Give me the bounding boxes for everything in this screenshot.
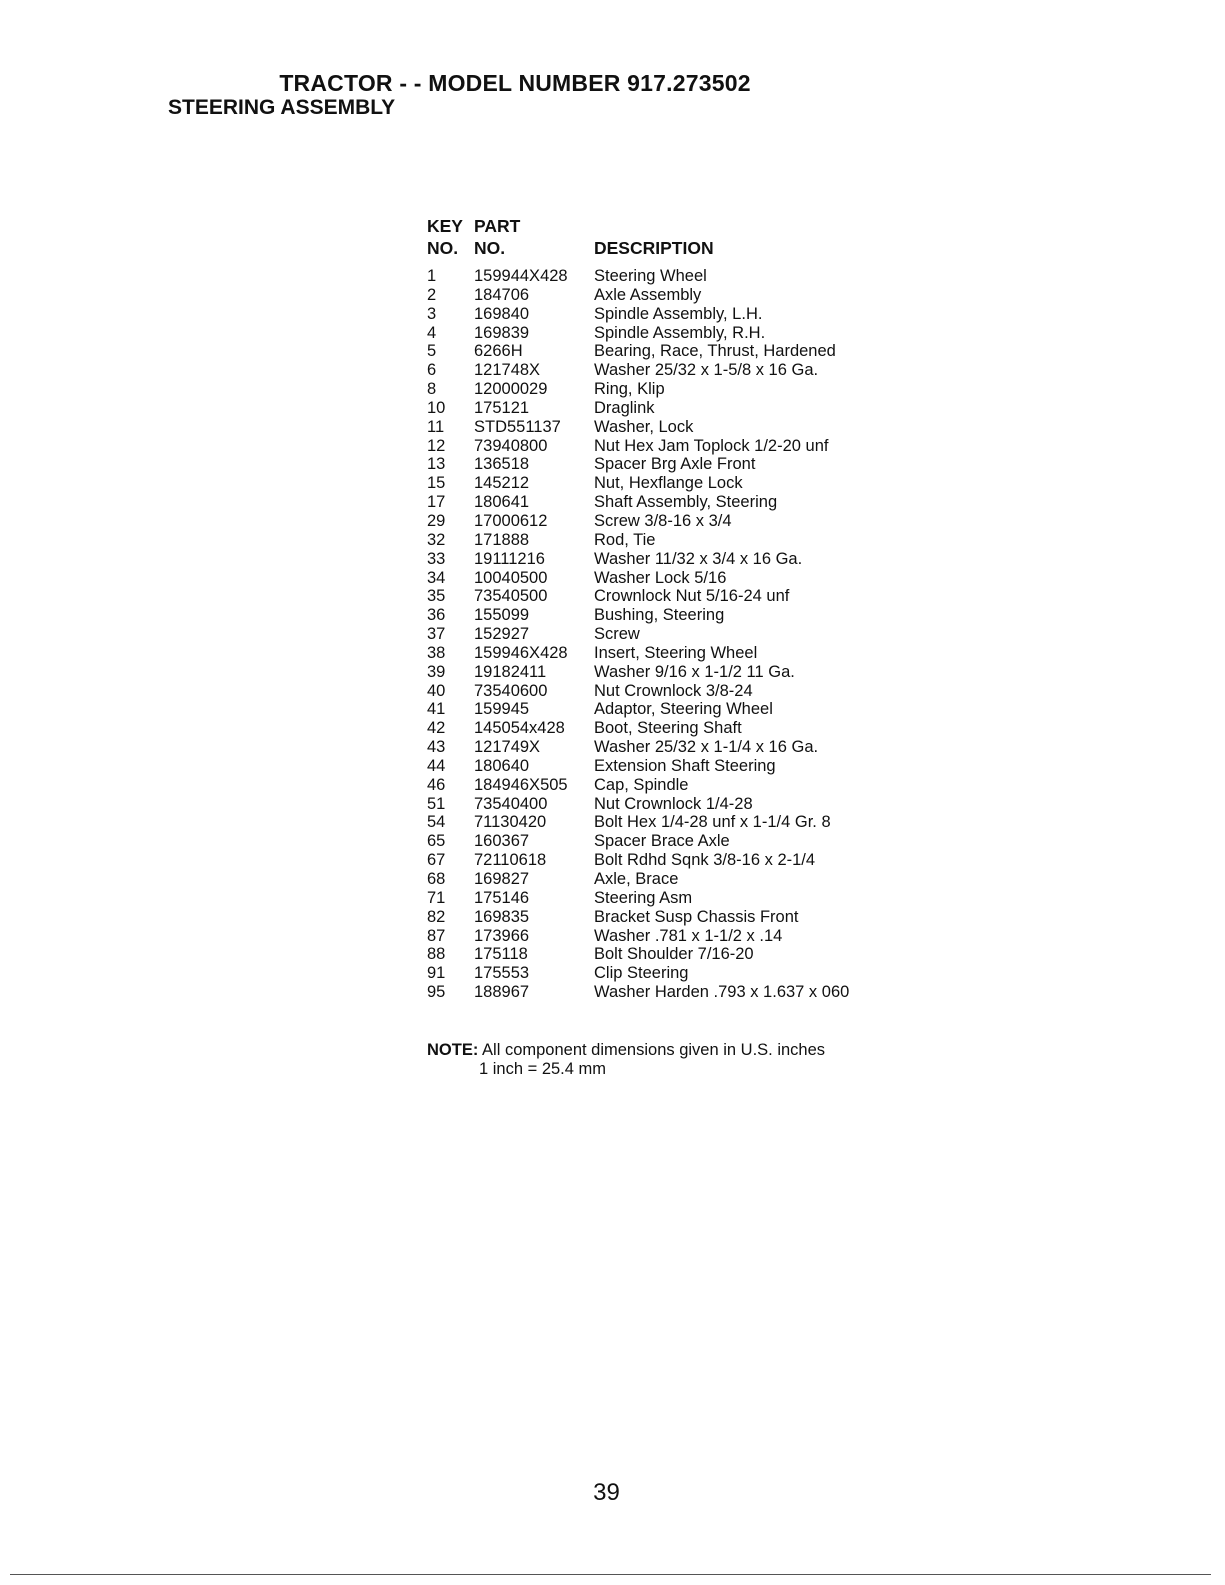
description-cell: Spindle Assembly, R.H. [594,323,766,342]
key-no-cell: 11 [427,417,445,436]
part-no-cell: 73540400 [474,794,548,813]
description-cell: Bearing, Race, Thrust, Hardened [594,342,836,361]
key-no-cell: 38 [427,643,446,662]
key-no-cell: 43 [427,738,446,757]
note-text: All component dimensions given in U.S. inches [478,1041,826,1059]
bottom-rule [10,1574,1211,1575]
table-row [427,889,894,908]
part-no-cell: 160367 [474,832,530,851]
part-no-cell: 171888 [474,530,530,549]
part-no-cell: 169839 [474,323,530,342]
key-no-cell: 41 [427,700,446,719]
description-cell: Washer Harden .793 x 1.637 x 060 [594,983,850,1002]
table-row [427,418,894,437]
description-cell: Washer 25/32 x 1-5/8 x 16 Ga. [594,361,819,380]
key-no-cell: 42 [427,719,446,738]
key-no-cell: 4 [427,323,437,342]
table-row [427,493,894,512]
part-no-cell: 188967 [474,983,530,1002]
table-row [427,399,894,418]
description-cell: Bushing, Steering [594,606,725,625]
key-no-cell: 54 [427,813,446,832]
page-title: TRACTOR - - MODEL NUMBER 917.273502 [279,70,751,96]
table-row [427,644,894,663]
part-no-cell: 136518 [474,455,530,474]
part-no-cell: STD551137 [474,417,561,436]
key-no-cell: 65 [427,832,446,851]
table-row [427,738,894,757]
key-no-cell: 44 [427,756,446,775]
table-row [427,945,894,964]
part-no-cell: 10040500 [474,568,548,587]
key-no-cell: 88 [427,945,446,964]
table-row [427,776,894,795]
table-row [427,832,894,851]
description-cell: Boot, Steering Shaft [594,719,742,738]
table-row [427,927,894,946]
description-cell: Washer, Lock [594,417,694,436]
key-no-cell: 40 [427,681,446,700]
description-cell: Bracket Susp Chassis Front [594,907,799,926]
key-no-cell: 13 [427,455,446,474]
description-cell: Screw 3/8-16 x 3/4 [594,511,732,530]
description-cell: Bolt Hex 1/4-28 unf x 1-1/4 Gr. 8 [594,813,831,832]
description-cell: Axle Assembly [594,285,702,304]
key-no-cell: 2 [427,285,437,304]
table-row [427,983,894,1002]
part-no-cell: 6266H [474,342,523,361]
description-cell: Axle, Brace [594,870,679,888]
key-no-cell: 33 [427,549,446,568]
key-no-cell: 46 [427,775,446,794]
description-cell: Adaptor, Steering Wheel [594,700,773,719]
table-row [427,342,894,361]
note [427,1041,825,1079]
table-row [427,455,894,474]
description-cell: Draglink [594,398,655,417]
key-no-cell: 1 [427,267,437,285]
key-no-cell: 71 [427,888,446,907]
part-no-cell: 180640 [474,756,530,775]
table-row [427,870,894,889]
description-cell: Nut Crownlock 1/4-28 [594,794,753,813]
table-row [427,474,894,493]
part-no-cell: 184946X505 [474,775,568,794]
description-cell: Cap, Spindle [594,775,689,794]
table-row [427,437,894,456]
key-no-cell: 17 [427,493,446,512]
table-row [427,512,894,531]
part-no-cell: 169827 [474,870,530,888]
part-no-cell: 175146 [474,888,530,907]
key-no-cell: 87 [427,926,446,945]
part-no-cell: 73540600 [474,681,548,700]
description-cell: Spindle Assembly, L.H. [594,304,763,323]
table-row [427,550,894,569]
part-no-cell: 175553 [474,964,530,983]
page-number: 39 [593,1479,620,1506]
description-cell: Clip Steering [594,964,689,983]
note-conversion: 1 inch = 25.4 mm [479,1060,607,1078]
part-no-cell: 175121 [474,398,530,417]
part-no-cell: 152927 [474,625,530,644]
description-cell: Steering Asm [594,888,693,907]
part-no-cell: 72110618 [474,851,547,870]
part-no-cell: 17000612 [474,511,548,530]
description-cell: Steering Wheel [594,267,707,285]
key-no-cell: 10 [427,398,446,417]
table-row [427,795,894,814]
key-no-cell: 12 [427,436,446,455]
description-cell: Nut, Hexflange Lock [594,474,743,493]
part-no-cell: 71130420 [474,813,547,832]
part-no-cell: 73540500 [474,587,548,606]
part-no-cell: 155099 [474,606,530,625]
description-cell: Screw [594,625,640,644]
table-row [427,908,894,927]
part-no-cell: 19111216 [474,549,545,568]
description-cell: Ring, Klip [594,380,665,399]
description-cell: Washer 9/16 x 1-1/2 11 Ga. [594,662,795,681]
key-no-cell: 91 [427,964,446,983]
table-row [427,719,894,738]
key-no-cell: 67 [427,851,446,870]
key-no-cell: 8 [427,380,437,399]
part-no-cell: 169840 [474,304,530,323]
table-row [427,587,894,606]
description-cell: Spacer Brg Axle Front [594,455,756,474]
part-no-cell: 121748X [474,361,541,380]
parts-table-body [427,267,894,1002]
parts-table-header [427,215,894,259]
part-no-cell: 184706 [474,285,530,304]
key-no-cell: 39 [427,662,446,681]
table-row [427,380,894,399]
key-header-line1: KEY [427,216,463,236]
part-no-cell: 145054x428 [474,719,565,738]
key-no-cell: 37 [427,625,446,644]
key-no-cell: 32 [427,530,446,549]
key-header-line2: NO. [427,238,459,258]
part-no-header [474,215,594,259]
part-header-line2: NO. [474,238,506,258]
note-label: NOTE: [427,1041,479,1059]
table-row [427,663,894,682]
description-header [594,215,894,259]
table-row [427,286,894,305]
table-row [427,606,894,625]
table-row [427,324,894,343]
table-row [427,361,894,380]
part-no-cell: 145212 [474,474,530,493]
key-no-cell: 35 [427,587,446,606]
table-row [427,625,894,644]
key-no-cell: 5 [427,342,437,361]
table-row [427,700,894,719]
key-no-cell: 29 [427,511,446,530]
part-no-cell: 173966 [474,926,530,945]
key-no-cell: 95 [427,983,446,1002]
description-cell: Crownlock Nut 5/16-24 unf [594,587,790,606]
section-title: STEERING ASSEMBLY [168,96,396,119]
description-cell: Extension Shaft Steering [594,756,776,775]
note-line1 [427,1041,825,1060]
description-cell: Shaft Assembly, Steering [594,493,778,512]
table-row [427,682,894,701]
key-no-cell: 68 [427,870,446,888]
key-no-cell: 51 [427,794,446,813]
part-no-cell: 19182411 [474,662,547,681]
description-cell: Bolt Shoulder 7/16-20 [594,945,754,964]
description-cell: Washer 25/32 x 1-1/4 x 16 Ga. [594,738,819,757]
table-row [427,305,894,324]
description-cell: Insert, Steering Wheel [594,643,758,662]
description-cell: Spacer Brace Axle [594,832,730,851]
part-no-cell: 159945 [474,700,530,719]
part-no-cell: 73940800 [474,436,548,455]
table-row [427,813,894,832]
part-header-line1: PART [474,216,521,236]
part-no-cell: 159944X428 [474,267,568,285]
part-no-cell: 121749X [474,738,541,757]
key-no-cell: 3 [427,304,437,323]
table-row [427,964,894,983]
key-no-cell: 6 [427,361,437,380]
part-no-cell: 180641 [474,493,530,512]
part-no-cell: 12000029 [474,380,548,399]
table-row [427,267,894,286]
part-no-cell: 169835 [474,907,530,926]
key-no-cell: 82 [427,907,446,926]
parts-list [427,215,894,1002]
table-row [427,851,894,870]
description-cell: Nut Hex Jam Toplock 1/2-20 unf [594,436,829,455]
key-no-cell: 34 [427,568,446,587]
description-cell: Nut Crownlock 3/8-24 [594,681,753,700]
table-row [427,531,894,550]
key-no-cell: 36 [427,606,446,625]
description-cell: Bolt Rdhd Sqnk 3/8-16 x 2-1/4 [594,851,816,870]
part-no-cell: 159946X428 [474,643,568,662]
key-no-cell: 15 [427,474,446,493]
description-cell: Washer 11/32 x 3/4 x 16 Ga. [594,549,803,568]
description-cell: Washer Lock 5/16 [594,568,727,587]
description-cell: Washer .781 x 1-1/2 x .14 [594,926,783,945]
description-header-label: DESCRIPTION [594,238,714,258]
table-row [427,569,894,588]
part-no-cell: 175118 [474,945,528,964]
key-no-header [427,215,474,259]
description-cell: Rod, Tie [594,530,656,549]
table-row [427,757,894,776]
